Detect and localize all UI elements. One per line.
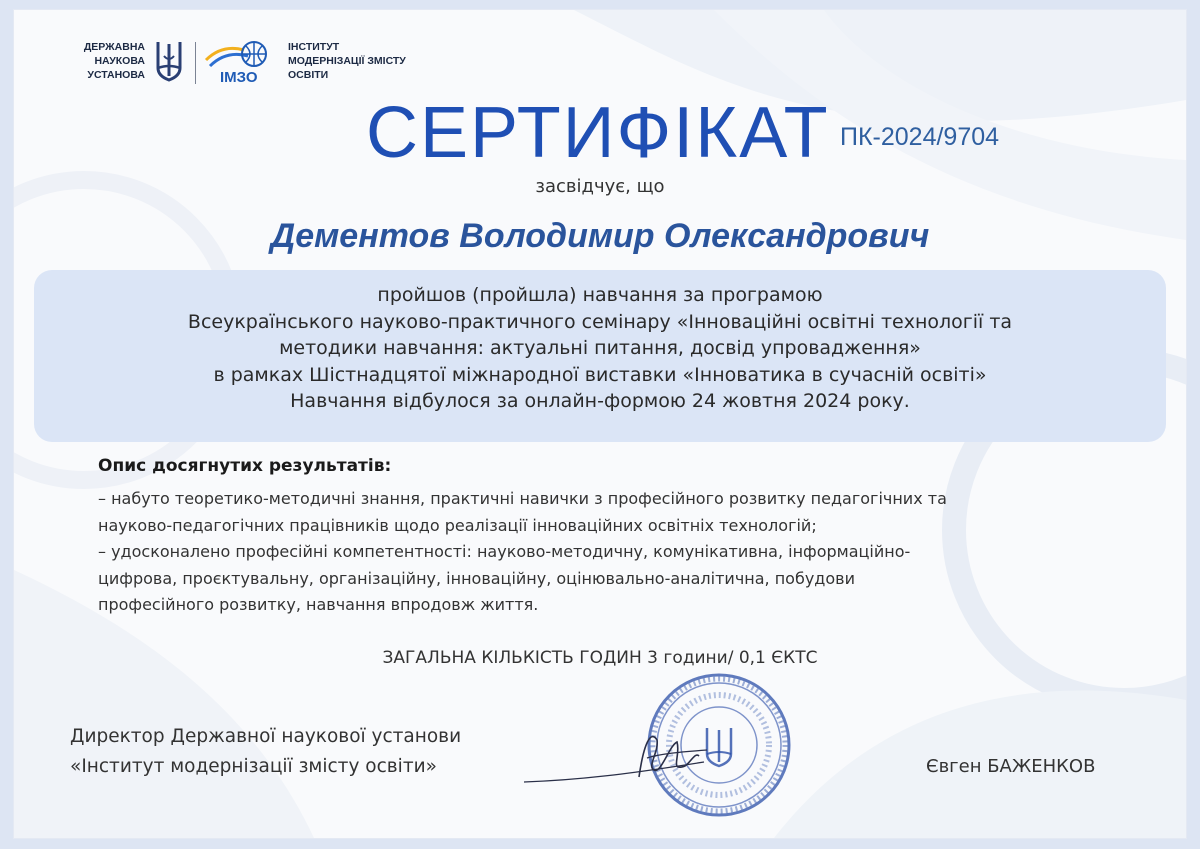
program-description <box>34 282 1166 415</box>
results-line: науково-педагогічних працівників щодо реалізації інноваційних освітніх технологій; <box>98 515 817 535</box>
state-institution-label: ДЕРЖАВНА НАУКОВА УСТАНОВА <box>83 41 145 81</box>
certificate-number: ПК-2024/9704 <box>840 123 1000 151</box>
results-line: – набуто теоретико-методичні знання, практичні навички з професійного розвитку педагогічних та <box>98 489 947 508</box>
logo-divider <box>195 42 196 84</box>
program-line: Навчання відбулося за онлайн-формою 24 жовтня 2024 року. <box>290 390 910 412</box>
director-title: Директор Державної наукової установи «Інститут модернізації змісту освіти» <box>70 726 462 777</box>
trident-icon <box>155 40 183 82</box>
imzo-logo-text: ІМЗО <box>220 69 258 86</box>
program-line: пройшов (пройшла) навчання за програмою <box>377 284 823 306</box>
certificate-sheet <box>14 10 1186 838</box>
institute-name-label: ІНСТИТУТ МОДЕРНІЗАЦІЇ ЗМІСТУ ОСВІТИ <box>288 41 406 81</box>
program-line: методики навчання: актуальні питання, досвід упровадження» <box>279 337 921 359</box>
signer-name: Євген БАЖЕНКОВ <box>926 756 1096 777</box>
total-hours: ЗАГАЛЬНА КІЛЬКІСТЬ ГОДИН 3 години/ 0,1 ЄКТС <box>382 648 818 668</box>
handwritten-signature <box>519 722 719 792</box>
certificate-title: СЕРТИФІКАТ <box>366 93 830 173</box>
imzo-logo-icon <box>204 40 272 70</box>
results-line: – удосконалено професійні компетентності: науково-методичну, комунікативна, інформаційно- <box>98 542 911 561</box>
certifies-text: засвідчує, що <box>535 176 665 197</box>
results-list <box>98 486 1098 619</box>
program-line: в рамках Шістнадцятої міжнародної виставки «Інноватика в сучасній освіті» <box>213 363 987 386</box>
recipient-name: Дементов Володимир Олександрович <box>270 217 930 255</box>
results-line: цифрова, проєктувальну, організаційну, інноваційну, оцінювально-аналітична, побудови <box>98 568 855 588</box>
program-line: Всеукраїнського науково-практичного семінару «Інноваційні освітні технології та <box>187 310 1013 333</box>
results-heading: Опис досягнутих результатів: <box>98 456 392 476</box>
results-line: професійного розвитку, навчання впродовж життя. <box>98 595 539 614</box>
